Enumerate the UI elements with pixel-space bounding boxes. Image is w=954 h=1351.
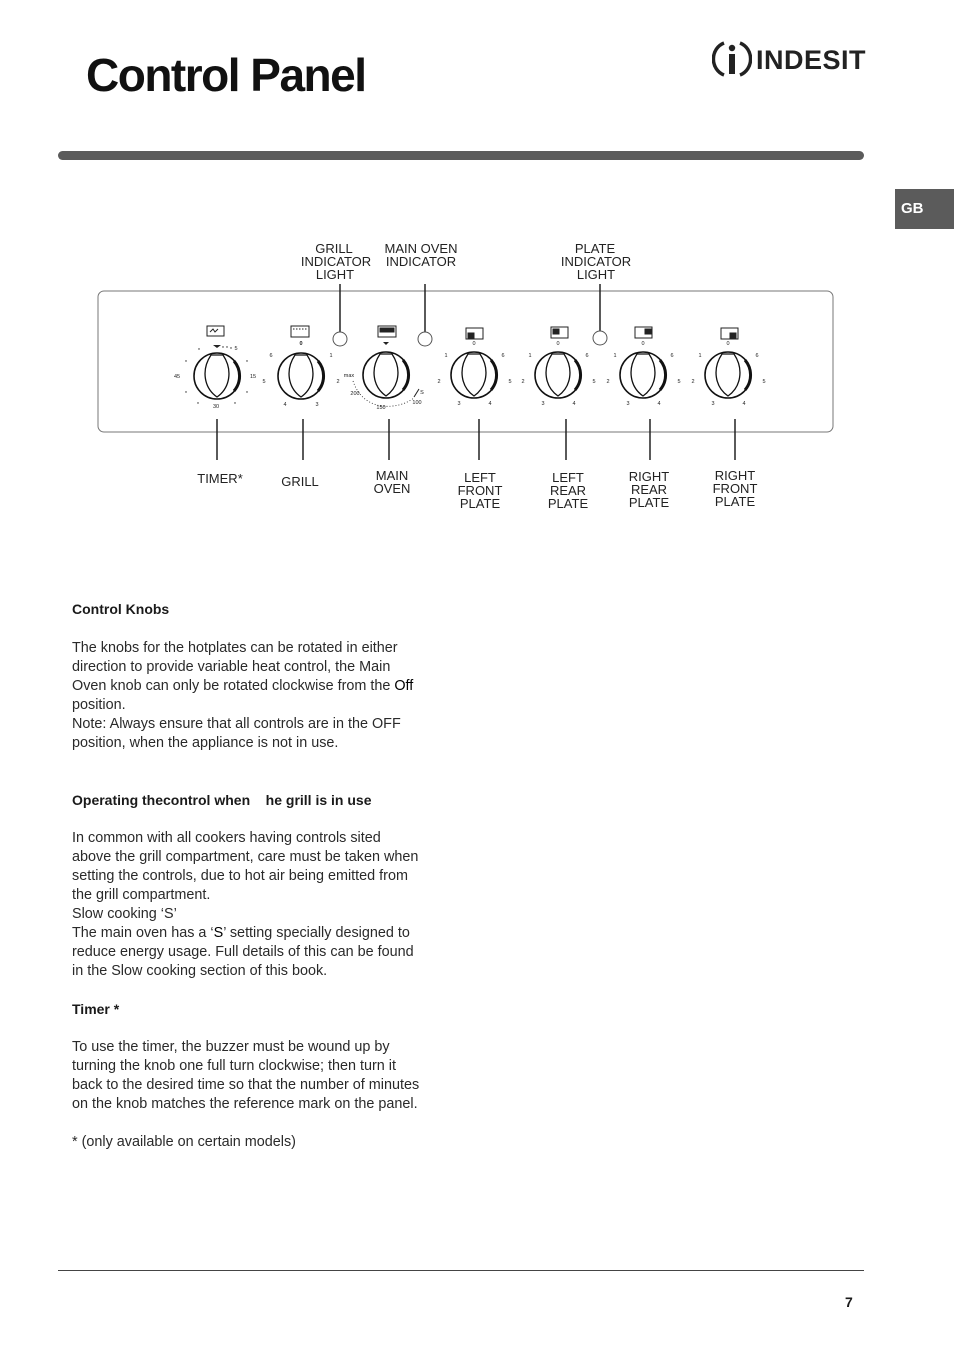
main-oven-indicator-label-2: INDICATOR [385,254,457,269]
control-knobs-body: The knobs for the hotplates can be rotated in either direction to provide variable heat control, the Main Oven knob can only be rotated clockwise from the Off position. Note: Always ensure that all controls are in the OFF position, when the appliance is not in use. [72,640,414,751]
footer-rule [58,1270,864,1271]
svg-text:1: 1 [698,353,702,359]
svg-text:3: 3 [626,401,630,407]
svg-text:45: 45 [173,374,181,380]
svg-text:200: 200 [350,391,360,397]
plate-indicator-label-1: PLATE [574,241,616,256]
svg-text:0: 0 [726,341,730,347]
svg-text:S: S [420,390,424,396]
svg-text:4: 4 [488,401,492,407]
svg-text:30: 30 [212,404,220,410]
right-rear-plate-knob [620,352,666,398]
main-oven-indicator-label-1: MAIN OVEN [384,241,458,256]
svg-text:5: 5 [677,379,681,385]
language-tab: GB [895,189,954,229]
plate-indicator-label-3: LIGHT [576,267,616,282]
right-rear-plate-label-1: RIGHT [628,469,670,484]
left-rear-plate-label-2: REAR [549,483,587,498]
grill-in-use-body: In common with all cookers having controls sited above the grill compartment, care must be taken when setting the controls, due to hot air being emitted from the grill compartment. Slow cooking ‘S’ The main oven has a ‘S’ setting specially designed to reduce energy usage. Full details of this can be found in the Slow cooking section of this book. [72,830,419,979]
svg-text:3: 3 [711,401,715,407]
svg-text:3: 3 [541,401,545,407]
left-front-plate-symbol-icon [466,328,483,339]
plate-indicator-light [593,331,607,345]
right-front-plate-label-3: PLATE [714,494,756,509]
left-front-plate-label-3: PLATE [459,496,501,511]
svg-text:5: 5 [262,379,266,385]
svg-text:3: 3 [457,401,461,407]
control-knobs-heading: Control Knobs [72,601,170,617]
svg-text:5: 5 [508,379,512,385]
svg-text:5: 5 [234,346,238,352]
svg-text:6: 6 [269,353,273,359]
svg-text:2: 2 [336,379,340,385]
timer-label: TIMER* [197,471,243,486]
grill-indicator-label-2: INDICATOR [300,254,372,269]
svg-text:2: 2 [437,379,441,385]
svg-text:150: 150 [376,405,386,411]
left-front-plate-knob [451,352,497,398]
left-front-plate-label-2: FRONT [457,483,503,498]
grill-indicator-label-3: LIGHT [315,267,355,282]
svg-text:1: 1 [613,353,617,359]
timer-symbol-icon [207,326,224,336]
main-oven-label-1: MAIN [375,468,409,483]
oven-symbol-icon [378,326,396,337]
left-front-plate-label-1: LEFT [464,470,496,485]
brand-name: INDESIT [756,45,867,75]
grill-label: GRILL [281,474,319,489]
grill-indicator-light [333,332,347,346]
grill-indicator-label-1: GRILL [315,241,353,256]
svg-text:6: 6 [585,353,589,359]
page-number: 7 [845,1294,853,1310]
svg-text:2: 2 [691,379,695,385]
svg-text:6: 6 [755,353,759,359]
svg-text:15: 15 [249,374,257,380]
svg-text:2: 2 [606,379,610,385]
main-oven-label-2: OVEN [373,481,411,496]
svg-text:1: 1 [444,353,448,359]
svg-text:4: 4 [742,401,746,407]
svg-text:5: 5 [592,379,596,385]
left-rear-plate-label-3: PLATE [547,496,589,511]
right-rear-plate-label-2: REAR [630,482,668,497]
right-front-plate-symbol-icon [721,328,738,339]
svg-text:4: 4 [657,401,661,407]
plate-indicator-label-2: INDICATOR [560,254,632,269]
left-rear-plate-label-1: LEFT [552,470,584,485]
right-front-plate-knob [705,352,751,398]
left-rear-plate-knob [535,352,581,398]
svg-text:100: 100 [412,400,422,406]
svg-text:0: 0 [641,341,645,347]
svg-text:6: 6 [670,353,674,359]
svg-text:0: 0 [556,341,560,347]
grill-symbol-icon [291,326,309,337]
timer-heading: Timer * [72,1001,120,1017]
timer-knob [194,353,240,399]
grill-knob [278,353,324,399]
main-oven-indicator-light [418,332,432,346]
svg-text:2: 2 [521,379,525,385]
timer-body: To use the timer, the buzzer must be wound up by turning the knob one full turn clockwise; then turn it back to the desired time so that the number of minutes on the knob matches the reference mark on the panel. * (only available on certain models) [72,1038,464,1152]
svg-text:4: 4 [572,401,576,407]
svg-text:6: 6 [501,353,505,359]
right-rear-plate-label-3: PLATE [628,495,670,510]
right-front-plate-label-2: FRONT [712,481,758,496]
page-title: Control Panel [86,49,366,101]
left-rear-plate-symbol-icon [551,327,568,338]
svg-text:0: 0 [299,341,303,347]
svg-text:4: 4 [283,402,287,408]
footnote: * (only available on certain models) [72,1134,296,1150]
svg-text:0: 0 [472,341,476,347]
right-rear-plate-symbol-icon [635,327,652,338]
svg-text:3: 3 [315,402,319,408]
svg-text:max: max [343,373,355,379]
svg-text:1: 1 [329,353,333,359]
svg-text:5: 5 [762,379,766,385]
control-panel-diagram [0,0,954,560]
right-front-plate-label-1: RIGHT [714,468,756,483]
main-oven-knob [363,352,409,398]
grill-in-use-heading: Operating thecontrol when he grill is in use [72,792,372,808]
svg-text:1: 1 [528,353,532,359]
